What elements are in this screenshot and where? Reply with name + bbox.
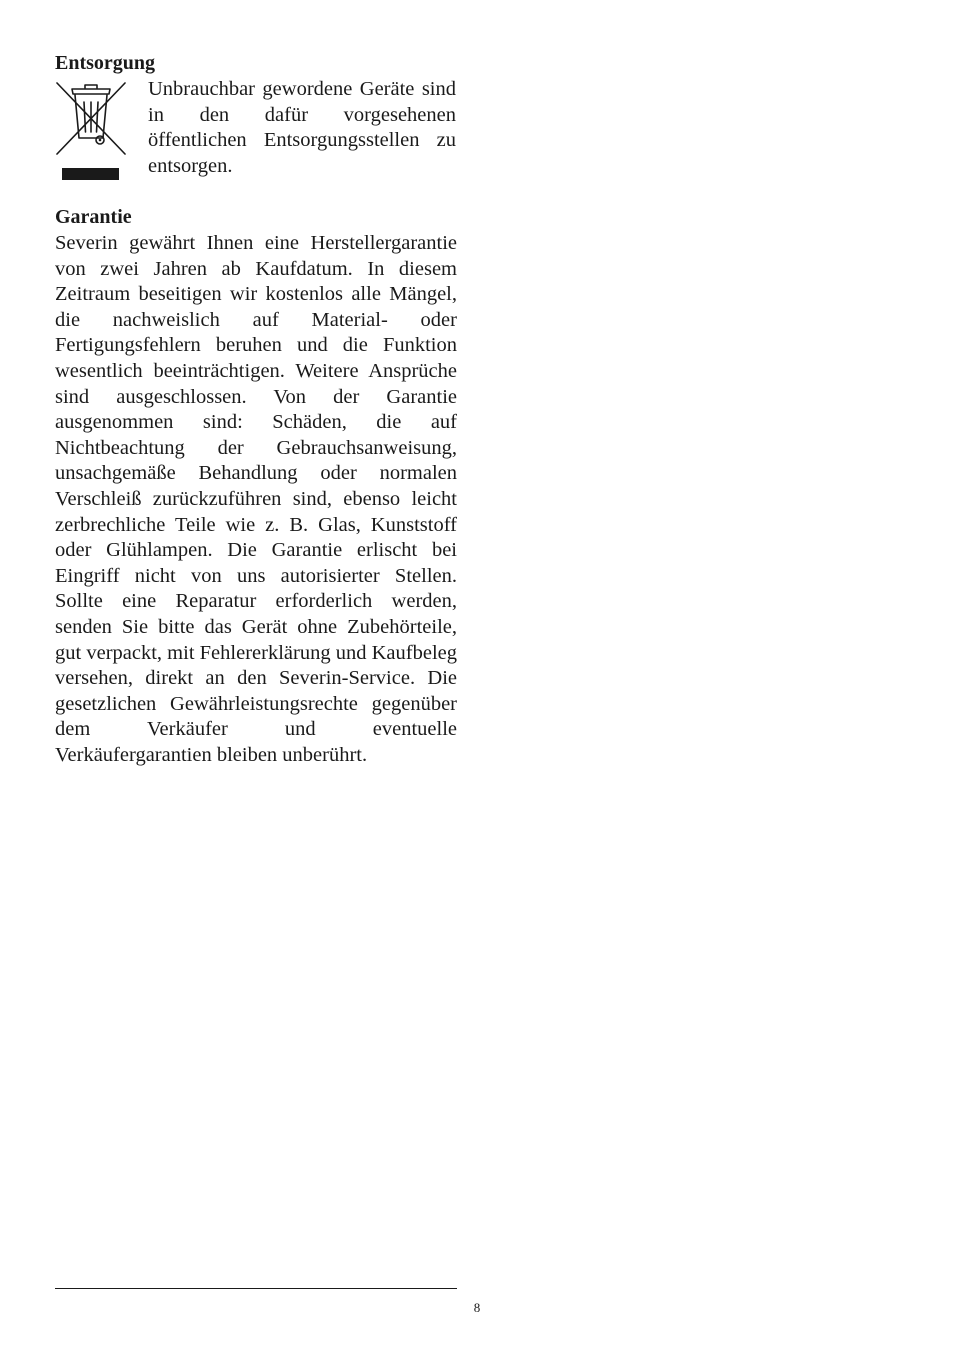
footer-divider [55, 1288, 457, 1289]
garantie-paragraph: Severin gewährt Ihnen eine Herstellergarantie von zwei Jahren ab Kaufdatum. In diesem Zeitraum beseitigen wir kostenlos alle Mängel, die nachweislich auf Material- oder Fertigungsfehlern beruhen und die Funktion wesentlich beeinträchtigen. Weitere Ansprüche sind ausgeschlossen. Von der Garantie ausgenommen sind: Schäden, die auf Nichtbeachtung der Gebrauchsanweisung, unsachgemäße Behandlung oder normalen Verschleiß zurückzuführen sind, ebenso leicht zerbrechliche Teile wie z. B. Glas, Kunststoff oder Glühlampen. Die Garantie erlischt bei Eingriff nicht von uns autorisierter Stellen. Sollte eine Reparatur erforderlich werden, senden Sie bitte das Gerät ohne Zubehörteile, gut verpackt, mit Fehlererklärung und Kaufbeleg versehen, direkt an den Severin-Service. Die gesetzlichen Gewährleistungsrechte gegenüber dem Verkäufer und eventuelle Verkäufergarantien bleiben unberührt. [55, 232, 457, 766]
crossed-out-wheelie-bin-icon [55, 80, 127, 184]
section-heading-entsorgung: Entsorgung [55, 52, 156, 74]
page-number: 8 [473, 1300, 481, 1315]
section-heading-garantie: Garantie [55, 206, 132, 228]
entsorgung-paragraph: Unbrauchbar gewordene Geräte sind in den dafür vorgesehenen öffentlichen Entsorgungsstellen zu entsorgen. [148, 78, 456, 177]
